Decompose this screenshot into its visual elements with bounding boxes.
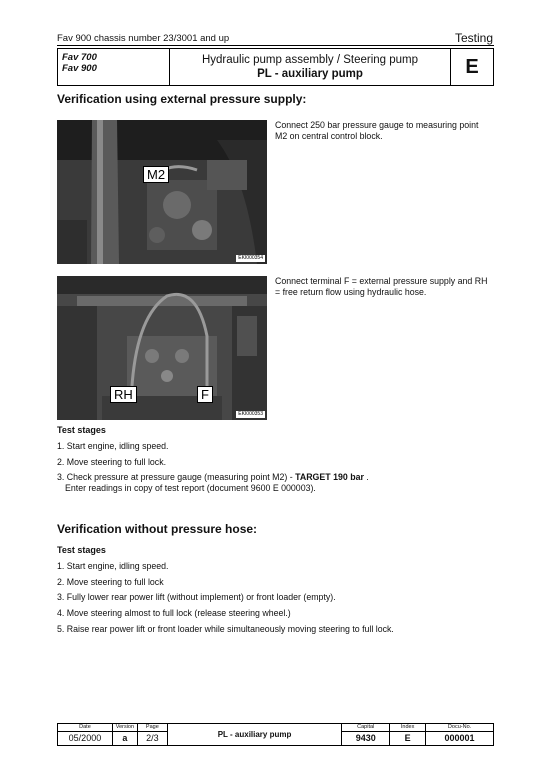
section1-step-3-end: . bbox=[363, 472, 369, 482]
section1-step-3 bbox=[57, 472, 487, 494]
section2-step-5: 5. Raise rear power lift or front loader while simultaneously moving steering to full lock. bbox=[57, 624, 394, 634]
section1-step-3-text: 3. Check pressure at pressure gauge (measuring point M2) - bbox=[57, 472, 296, 482]
footer-label-version: Version bbox=[112, 724, 137, 732]
callout-m2: M2 bbox=[143, 166, 169, 183]
header-section-name: Testing bbox=[454, 31, 493, 45]
model-fav-700: Fav 700 bbox=[62, 52, 97, 63]
header-document-scope: Fav 900 chassis number 23/3001 and up bbox=[57, 33, 230, 44]
section1-step-3-target: TARGET 190 bar bbox=[295, 472, 364, 482]
footer-label-index: Index bbox=[390, 724, 426, 732]
section1-step-1: 1. Start engine, idling speed. bbox=[57, 441, 169, 451]
section-letter: E bbox=[465, 55, 479, 78]
model-fav-900: Fav 900 bbox=[62, 63, 97, 74]
callout-rh: RH bbox=[110, 386, 137, 403]
header-divider bbox=[57, 45, 494, 46]
caption-photo1: Connect 250 bar pressure gauge to measuring point M2 on central control block. bbox=[275, 120, 479, 141]
document-title bbox=[170, 49, 451, 85]
footer-docu: 000001 bbox=[426, 732, 494, 746]
footer-table bbox=[57, 723, 494, 746]
photo-terminal-f-rh bbox=[57, 276, 267, 420]
footer-index: E bbox=[390, 732, 426, 746]
footer-label-capital: Capital bbox=[342, 724, 390, 732]
callout-f: F bbox=[197, 386, 213, 403]
footer-page: 2/3 bbox=[137, 732, 167, 746]
section2-heading: Verification without pressure hose: bbox=[57, 522, 258, 536]
section1-step-2: 2. Move steering to full lock. bbox=[57, 457, 167, 467]
section1-step-3-note: Enter readings in copy of test report (document 9600 E 000003). bbox=[65, 483, 316, 493]
photo-measuring-point-m2 bbox=[57, 120, 267, 264]
section2-step-1: 1. Start engine, idling speed. bbox=[57, 561, 169, 571]
footer-date: 05/2000 bbox=[58, 732, 113, 746]
section2-step-2: 2. Move steering to full lock bbox=[57, 577, 164, 587]
photo1-id: EKI000354 bbox=[238, 255, 263, 261]
footer-title: PL - auxiliary pump bbox=[167, 724, 341, 746]
document-title-line1: Hydraulic pump assembly / Steering pump bbox=[201, 54, 419, 66]
section1-stages-heading: Test stages bbox=[57, 425, 106, 435]
model-list bbox=[58, 49, 170, 85]
footer-labels-row bbox=[58, 724, 494, 732]
title-box bbox=[57, 48, 494, 86]
photo1-illustration bbox=[57, 120, 267, 264]
footer-label-date: Date bbox=[58, 724, 113, 732]
footer-version: a bbox=[112, 732, 137, 746]
footer-label-docu: Docu-No. bbox=[426, 724, 494, 732]
section1-heading: Verification using external pressure supply: bbox=[57, 92, 307, 106]
section2-step-3: 3. Fully lower rear power lift (without implement) or front loader (empty). bbox=[57, 592, 336, 602]
section2-step-4: 4. Move steering almost to full lock (release steering wheel.) bbox=[57, 608, 291, 618]
photo2-id: EKI000353 bbox=[238, 411, 263, 417]
document-title-line2: PL - auxiliary pump bbox=[257, 68, 363, 80]
footer-capital: 9430 bbox=[342, 732, 390, 746]
photo2-illustration bbox=[57, 276, 267, 420]
caption-photo2: Connect terminal F = external pressure supply and RH = free return flow using hydraulic hose. bbox=[275, 276, 488, 297]
section2-stages-heading: Test stages bbox=[57, 545, 106, 555]
footer-label-page: Page bbox=[137, 724, 167, 732]
